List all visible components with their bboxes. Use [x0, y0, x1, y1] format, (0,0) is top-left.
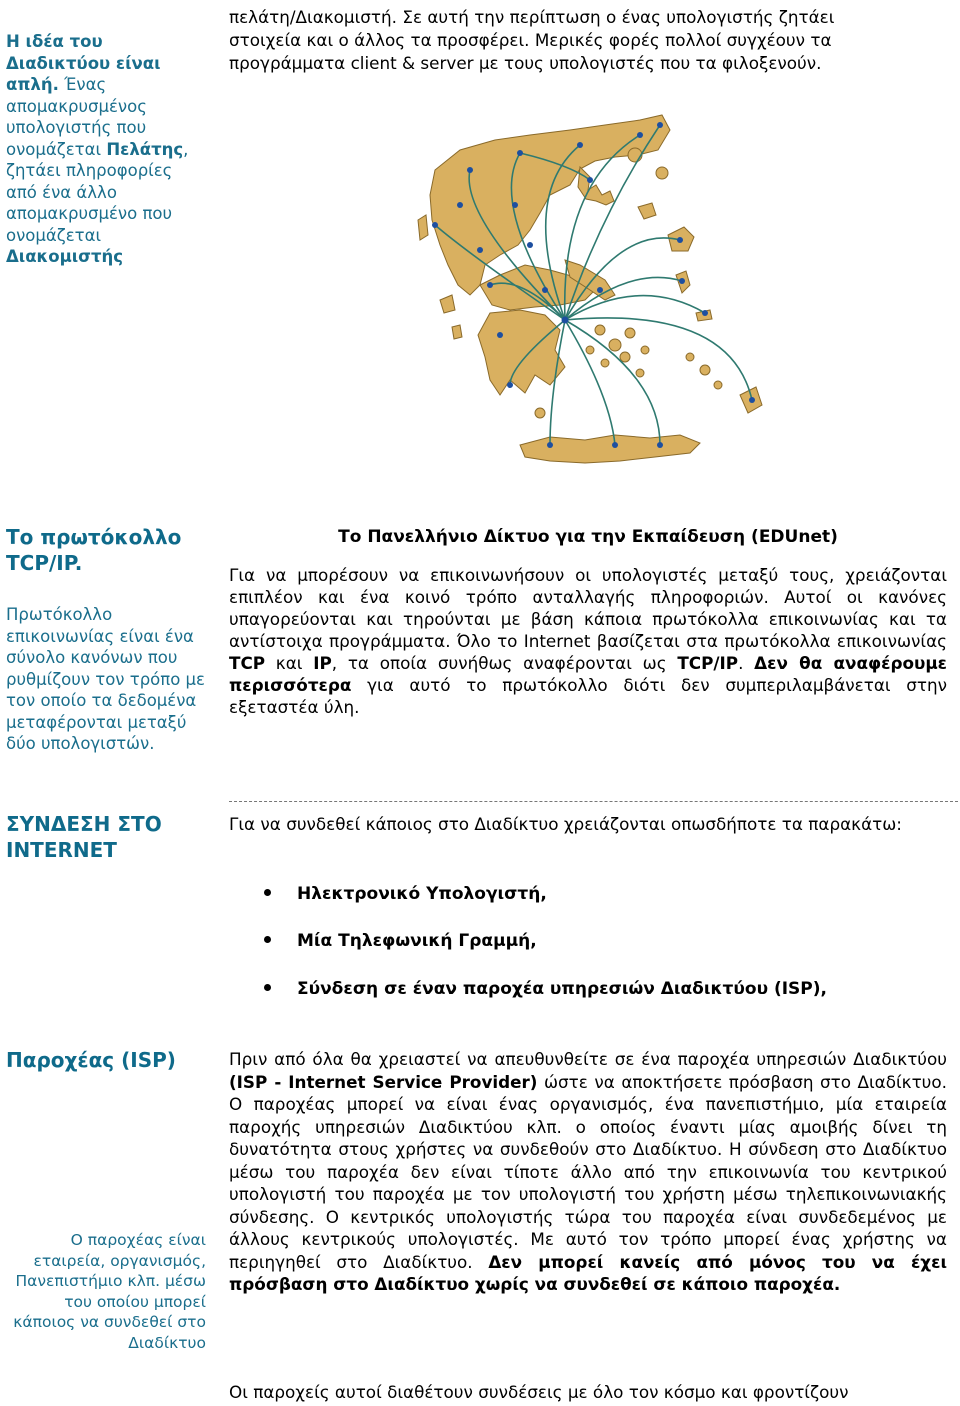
idea-text-2: , ζητάει πληροφορίες από ένα άλλο απομακρυσμένο που ονομάζεται	[6, 139, 189, 245]
connect-intro: Για να συνδεθεί κάποιος στο Διαδίκτυο χρειάζονται οπωσδήποτε τα παρακάτω:	[229, 814, 902, 834]
intro-line-2: στοιχεία και ο άλλος τα προσφέρει. Μερικές φορές πολλοί συγχέουν τα	[229, 30, 832, 50]
edunet-text-3: .	[738, 653, 755, 673]
isp-sidebar-note: Ο παροχέας είναι εταιρεία, οργανισμός, Πανεπιστήμιο κλπ. μέσω του οποίου μπορεί κάποιος να συνδεθεί στο Διαδίκτυο	[13, 1231, 206, 1352]
tcp-heading: Το πρωτόκολλο TCP/IP.	[6, 525, 182, 575]
list-item	[264, 931, 537, 951]
isp-last-line: Οι παροχείς αυτοί διαθέτουν συνδέσεις με όλο τον κόσμο και φροντίζουν	[229, 1382, 849, 1402]
list-item-label: Μία Τηλεφωνική Γραμμή,	[297, 931, 537, 951]
idea-text-1: Ένας απομακρυσμένος υπολογιστής που ονομάζεται	[6, 75, 147, 159]
greece-network-map	[400, 95, 790, 495]
edunet-text-2: , τα οποία συνήθως αναφέρονται ως	[331, 653, 678, 673]
list-item	[264, 884, 547, 904]
isp-paragraph	[229, 1048, 947, 1296]
section-divider	[229, 801, 958, 802]
isp-bold-1: (ISP - Internet Service Provider)	[229, 1071, 538, 1092]
edunet-tcpip: TCP/IP	[677, 653, 739, 673]
isp-bold-2: Δεν μπορεί κανείς από μόνος του να έχει πρόσβαση στο Διαδίκτυο χωρίς να συνδεθεί σε κάποιο παροχέα.	[229, 1251, 947, 1294]
bullet-icon	[264, 936, 271, 943]
intro-text	[229, 6, 947, 75]
tcp-sidebar-note: Πρωτόκολλο επικοινωνίας είναι ένα σύνολο κανόνων που ρυθμίζουν τον τρόπο με τον οποίο τα δεδομένα μεταφέρονται μεταξύ δύο υπολογιστών.	[6, 605, 205, 753]
connect-heading: ΣΥΝΔΕΣΗ ΣΤΟ INTERNET	[6, 812, 162, 862]
idea-bold: Η ιδέα του Διαδικτύου είναι απλή.	[6, 32, 161, 94]
isp-text-2: ώστε να αποκτήσετε πρόσβαση στο Διαδίκτυο. Ο παροχέας μπορεί να είναι ένας οργανισμός, ένα πανεπιστήμιο, μία εταιρεία παροχής υπηρεσιών Διαδικτύου κλπ. ο οποίος έναντι μίας αμοιβής δίνει τη δυνατότητα στους χρήστες να συνδεθούν στο Διαδίκτυο. Η σύνδεση στο Διαδίκτυο μέσω του παροχέα δεν είναι τίποτε άλλο από την επικοινωνία του κεντρικού υπολογιστή του παροχέα με τον υπολογιστή του χρήστη μέσω τηλεπικοινωνιακής σύνδεσης. Ο κεντρικός υπολογιστής τώρα του παροχέα είναι συνδεδεμένος με άλλους κεντρικούς υπολογιστές. Με αυτό τον τρόπο μπορεί ένας χρήστης να περιηγηθεί στο Διαδίκτυο.	[229, 1071, 947, 1272]
list-item-label: Σύνδεση σε έναν παροχέα υπηρεσιών Διαδικτύου (ISP),	[297, 979, 827, 999]
edunet-text-4: για αυτό το πρωτόκολλο διότι δεν συμπεριλαμβάνεται στην εξεταστέα ύλη.	[229, 675, 947, 717]
bullet-icon	[264, 889, 271, 896]
idea-bold-server: Διακομιστής	[6, 247, 124, 266]
sidebar-idea-note	[6, 31, 206, 268]
edunet-text-1: Για να μπορέσουν να επικοινωνήσουν οι υπολογιστές μεταξύ τους, χρειάζονται επιπλέον και ένα κοινό τρόπο ανταλλαγής πληροφοριών. Αυτοί οι κανόνες υπαγορεύονται και τηρούνται με βάση κάποια πρωτόκολλα επικοινωνίας και τα αντίστοιχα προγράμματα. Όλο το Internet βασίζεται στα πρωτόκολλα επικοινωνίας	[229, 565, 947, 651]
isp-heading: Παροχέας (ISP)	[6, 1048, 176, 1072]
list-item-label: Ηλεκτρονικό Υπολογιστή,	[297, 884, 547, 904]
edunet-tcp: TCP	[229, 653, 266, 673]
idea-bold-client: Πελάτης	[106, 139, 184, 159]
list-item	[264, 979, 827, 999]
edunet-section	[229, 526, 947, 718]
edunet-bold-2: Δεν θα αναφέρουμε περισσότερα	[229, 653, 948, 695]
edunet-title: Το Πανελλήνιο Δίκτυο για την Εκπαίδευση (EDUnet)	[338, 527, 838, 547]
intro-line-3: προγράμματα client & server με τους υπολογιστές που τα φιλοξενούν.	[229, 53, 822, 73]
edunet-and: και	[265, 653, 314, 673]
intro-line-1: πελάτη/Διακομιστή. Σε αυτή την περίπτωση ο ένας υπολογιστής ζητάει	[229, 7, 835, 27]
isp-text-1: Πριν από όλα θα χρειαστεί να απευθυνθείτε σε ένα παροχέα υπηρεσιών Διαδικτύου	[229, 1049, 947, 1069]
edunet-ip: IP	[313, 653, 332, 673]
bullet-icon	[264, 984, 271, 991]
edunet-paragraph	[229, 564, 947, 718]
